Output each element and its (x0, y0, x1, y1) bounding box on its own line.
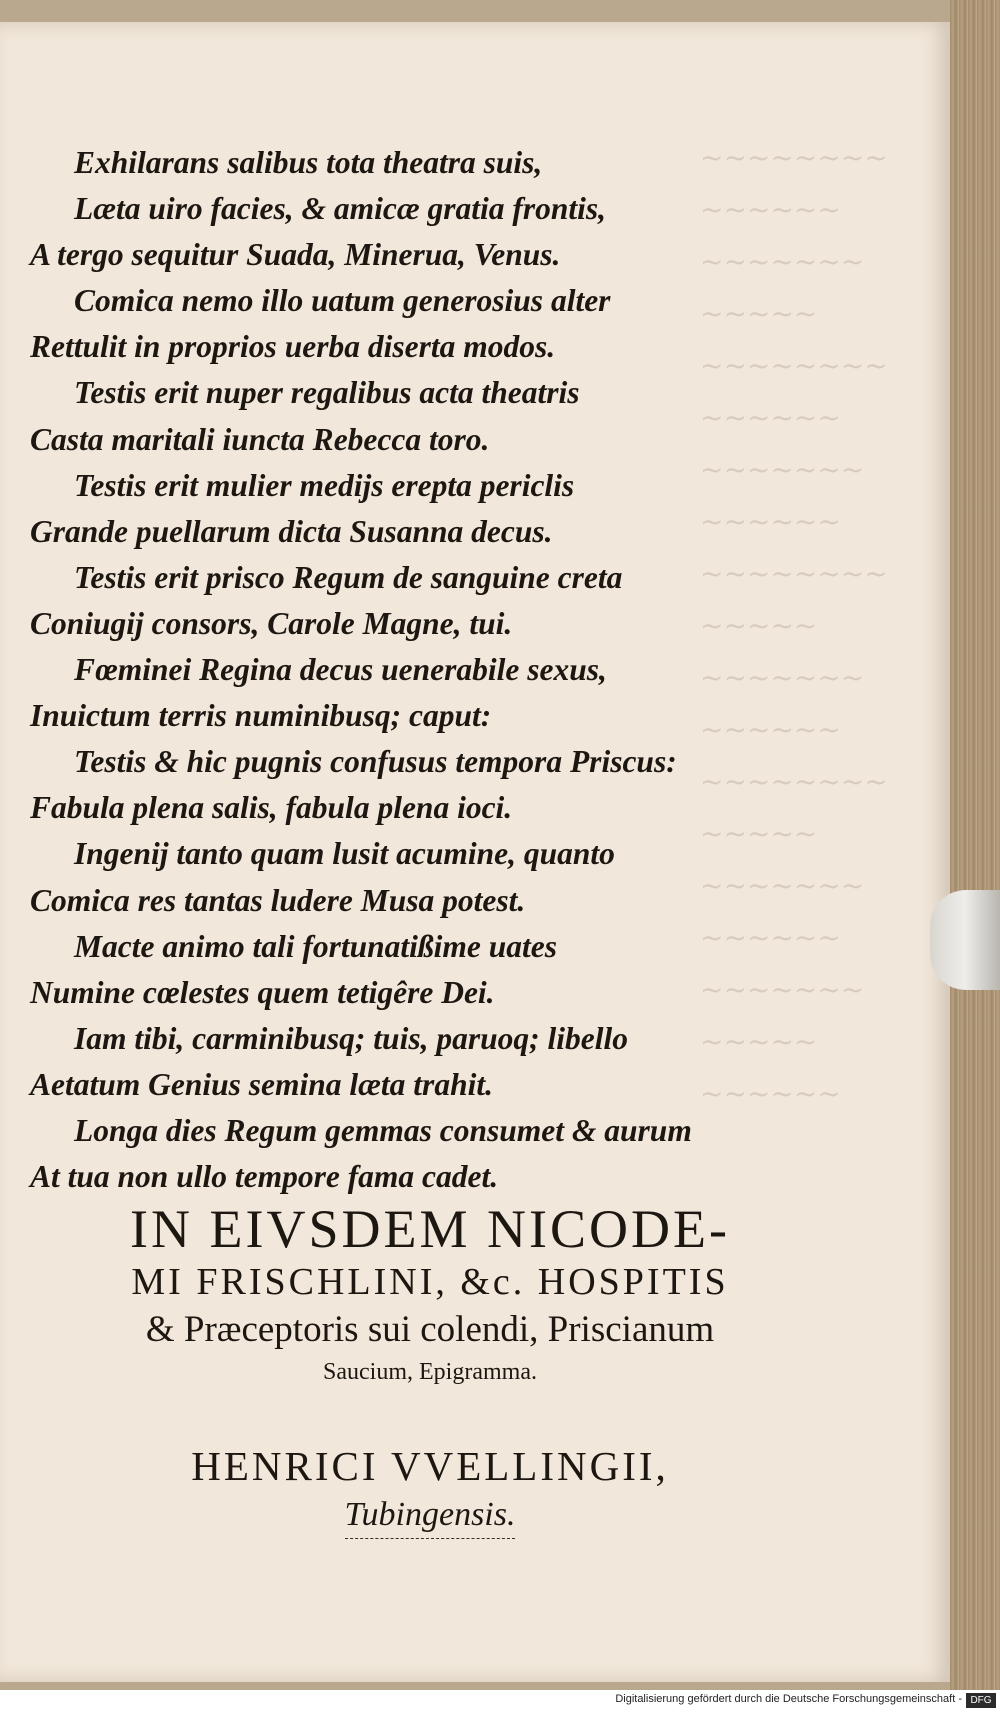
poem-line: Testis & hic pugnis confusus tempora Priscus: (74, 744, 677, 780)
dfg-logo-icon: DFG (966, 1693, 996, 1708)
book-spine-edge (950, 0, 1000, 1690)
dfg-credit-text: Digitalisierung gefördert durch die Deutsche Forschungsgemeinschaft - (615, 1693, 962, 1705)
poem-line: At tua non ullo tempore fama cadet. (30, 1159, 499, 1195)
author-place: Tubingensis. (345, 1492, 516, 1539)
poem-line: Testis erit prisco Regum de sanguine creta (74, 559, 623, 595)
page-clip (930, 890, 1000, 990)
digitization-footer (0, 1690, 1000, 1712)
poem-line: Ingenij tanto quam lusit acumine, quanto (74, 836, 615, 872)
poem-line: Testis erit mulier medijs erepta periclis (74, 467, 575, 503)
poem-line: Longa dies Regum gemmas consumet & aurum (74, 1112, 692, 1148)
poem-line: Fœminei Regina decus uenerabile sexus, (74, 652, 607, 688)
poem-verse (30, 140, 720, 1200)
poem-line: Grande puellarum dicta Susanna decus. (30, 513, 553, 549)
poem-line: Testis erit nuper regalibus acta theatris (74, 375, 580, 411)
poem-line: Coniugij consors, Carole Magne, tui. (30, 605, 513, 641)
heading-line-2: MI FRISCHLINI, &c. HOSPITIS (131, 1261, 729, 1303)
heading-line-4: Saucium, Epigramma. (323, 1359, 537, 1385)
poem-line: Casta maritali iuncta Rebecca toro. (30, 421, 490, 457)
poem-line: Aetatum Genius semina læta trahit. (30, 1066, 493, 1102)
poem-line: Iam tibi, carminibusq; tuis, paruoq; libello (74, 1020, 628, 1056)
author-name: HENRICI VVELLINGII, (191, 1443, 669, 1489)
poem-line: Exhilarans salibus tota theatra suis, (74, 145, 543, 180)
poem-line: Fabula plena salis, fabula plena ioci. (30, 790, 513, 826)
poem-line: A tergo sequitur Suada, Minerua, Venus. (30, 237, 561, 273)
bleed-through-texture: ~~~~~~~~ ~~~~~~ ~~~~~~~ ~~~~~ ~~~~~~~~ ~~~~~~ ~~~~~~~ ~~~~~~ ~~~~~~~~ ~~~~~ ~~~~~~~ ~~~~~~ ~~~~~~~~ ~~~~~ ~~~~~~~ ~~~~~~ ~~~~~~~ ~~~~~ ~~~~~~ (700, 141, 888, 1110)
poem-line: Numine cœlestes quem tetigêre Dei. (30, 974, 495, 1010)
section-heading (30, 1200, 830, 1390)
heading-line-1: IN EIVSDEM NICODE- (130, 1199, 730, 1259)
poem-line: Inuictum terris numinibusq; caput: (30, 698, 492, 734)
heading-line-3: & Præceptoris sui colendi, Priscianum (145, 1309, 715, 1350)
paper-page (0, 22, 950, 1682)
poem-line: Læta uiro facies, & amicæ gratia frontis, (74, 191, 607, 227)
poem-line: Macte animo tali fortunatißime uates (74, 928, 558, 964)
poem-line: Comica res tantas ludere Musa potest. (30, 882, 526, 918)
poem-line: Comica nemo illo uatum generosius alter (74, 283, 611, 319)
author-block (30, 1440, 830, 1539)
poem-line: Rettulit in proprios uerba diserta modos. (30, 329, 556, 365)
